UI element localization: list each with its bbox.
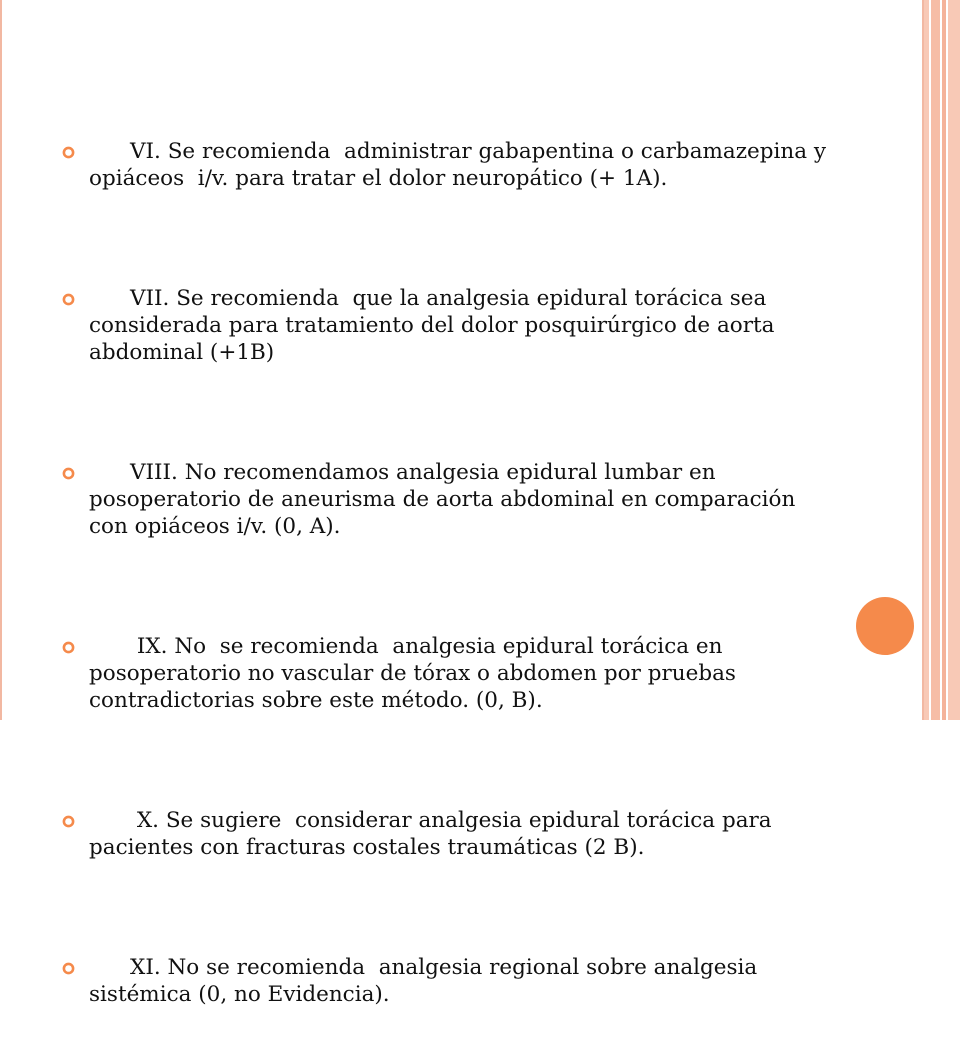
recommendation-text: VI. Se recomienda administrar gabapentina o carbamazepina y opiáceos i/v. para tratar el dolor neuropático (+ 1A). [89, 139, 833, 191]
list-item [62, 753, 832, 888]
recommendation-text: IX. No se recomienda analgesia epidural torácica en posoperatorio no vascular de tórax o abdomen por pruebas contradictorias sobre este método. (0, B). [89, 634, 743, 713]
ring-bullet-icon [62, 587, 75, 600]
ring-bullet-icon [62, 413, 75, 426]
list-item [62, 405, 832, 567]
ring-bullet-icon [62, 761, 75, 774]
recommendation-text: VII. Se recomienda que la analgesia epidural torácica sea considerada para tratamiento del dolor posquirúrgico de aorta abdominal (+1B) [89, 286, 782, 365]
recommendation-text: VIII. No recomendamos analgesia epidural lumbar en posoperatorio de aneurisma de aorta abdominal en comparación con opiáceos i/v. (0, A). [89, 460, 803, 539]
ring-bullet-icon [62, 908, 75, 921]
accent-dot [856, 597, 914, 655]
list-item [62, 231, 832, 393]
recommendation-text: XI. No se recomienda analgesia regional sobre analgesia sistémica (0, no Evidencia). [89, 955, 765, 1007]
recommendation-text: X. Se sugiere considerar analgesia epidural torácica para pacientes con fracturas costales traumáticas (2 B). [89, 808, 779, 860]
list-item [62, 84, 832, 219]
ring-bullet-icon [62, 92, 75, 105]
recommendation-list [62, 84, 832, 1047]
list-item [62, 579, 832, 741]
list-item [62, 900, 832, 1035]
ring-bullet-icon [62, 239, 75, 252]
decorative-stripes [924, 0, 960, 720]
